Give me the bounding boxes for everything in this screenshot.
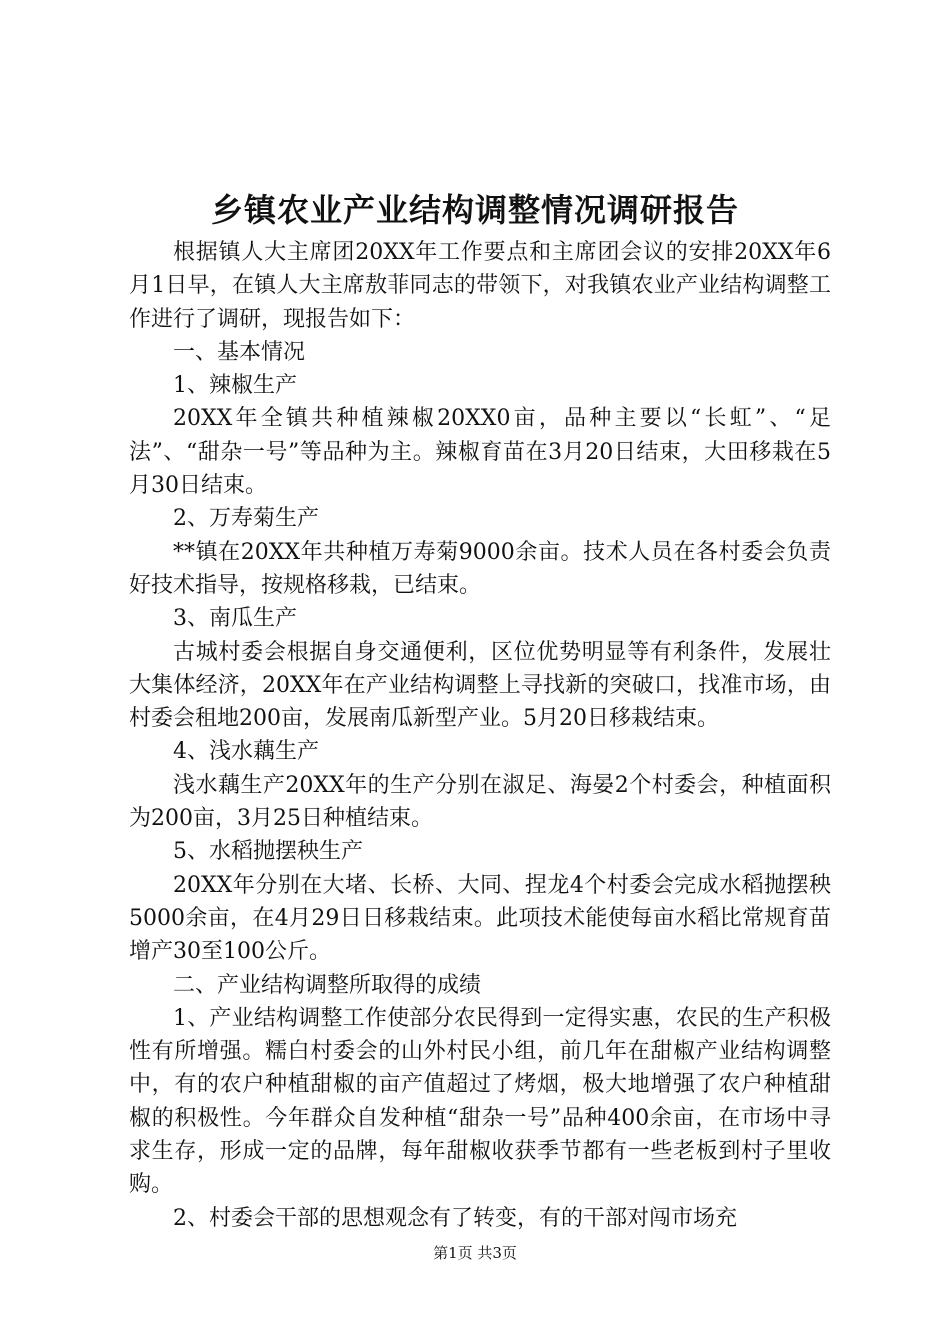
paragraph-achievement-2: 2、村委会干部的思想观念有了转变，有的干部对闯市场充 [173,1205,737,1231]
subheading-rice: 5、水稻抛摆秧生产 [173,839,363,865]
intro-paragraph: 根据镇人大主席团20XX年工作要点和主席团会议的安排20XX年6月1日早，在镇人大主席敖菲同志的带领下，对我镇农业产业结构调整工作进行了调研，现报告如下： [129,240,831,332]
paragraph-pumpkin: 古城村委会根据自身交通便利，区位优势明显等有利条件，发展壮大集体经济，20XX年在产业结构调整上寻找新的突破口，找准市场，由村委会租地200亩，发展南瓜新型产业。5月20日移栽结束。 [129,639,831,732]
paragraph-achievement-1: 1、产业结构调整工作使部分农民得到一定得实惠，农民的生产积极性有所增强。糯白村委会的山外村民小组，前几年在甜椒产业结构调整中，有的农户种植甜椒的亩产值超过了烤烟，极大地增强了农户种植甜椒的积极性。今年群众自发种植“甜杂一号”品种400余亩，在市场中寻求生存，形成一定的品牌，每年甜椒收获季节都有一些老板到村子里收购。 [129,1005,831,1198]
subheading-lotus-root: 4、浅水藕生产 [173,739,319,765]
paragraph-marigold: **镇在20XX年共种植万寿菊9000余亩。技术人员在各村委会负责好技术指导，按规格移栽，已结束。 [129,539,831,598]
paragraph-pepper: 20XX年全镇共种植辣椒20XX0亩，品种主要以“长虹”、“足法”、“甜杂一号”等品种为主。辣椒育苗在3月20日结束，大田移栽在5月30日结束。 [129,406,831,499]
paragraph-rice: 20XX年分别在大堵、长桥、大同、捏龙4个村委会完成水稻抛摆秧5000余亩，在4月29日日移栽结束。此项技术能使每亩水稻比常规育苗增产30至100公斤。 [129,872,831,965]
document-body [129,236,831,1235]
section-heading-achievements: 二、产业结构调整所取得的成绩 [173,972,482,998]
paragraph-lotus-root: 浅水藕生产20XX年的生产分别在淑足、海晏2个村委会，种植面积为200亩，3月25日种植结束。 [129,772,831,832]
subheading-marigold: 2、万寿菊生产 [173,506,319,532]
subheading-pepper: 1、辣椒生产 [173,373,297,399]
document-title: 乡镇农业产业结构调整情况调研报告 [210,191,739,229]
section-heading-basic: 一、基本情况 [173,339,306,365]
page-number-footer: 第1页 共3页 [433,1244,517,1262]
subheading-pumpkin: 3、南瓜生产 [173,606,297,632]
